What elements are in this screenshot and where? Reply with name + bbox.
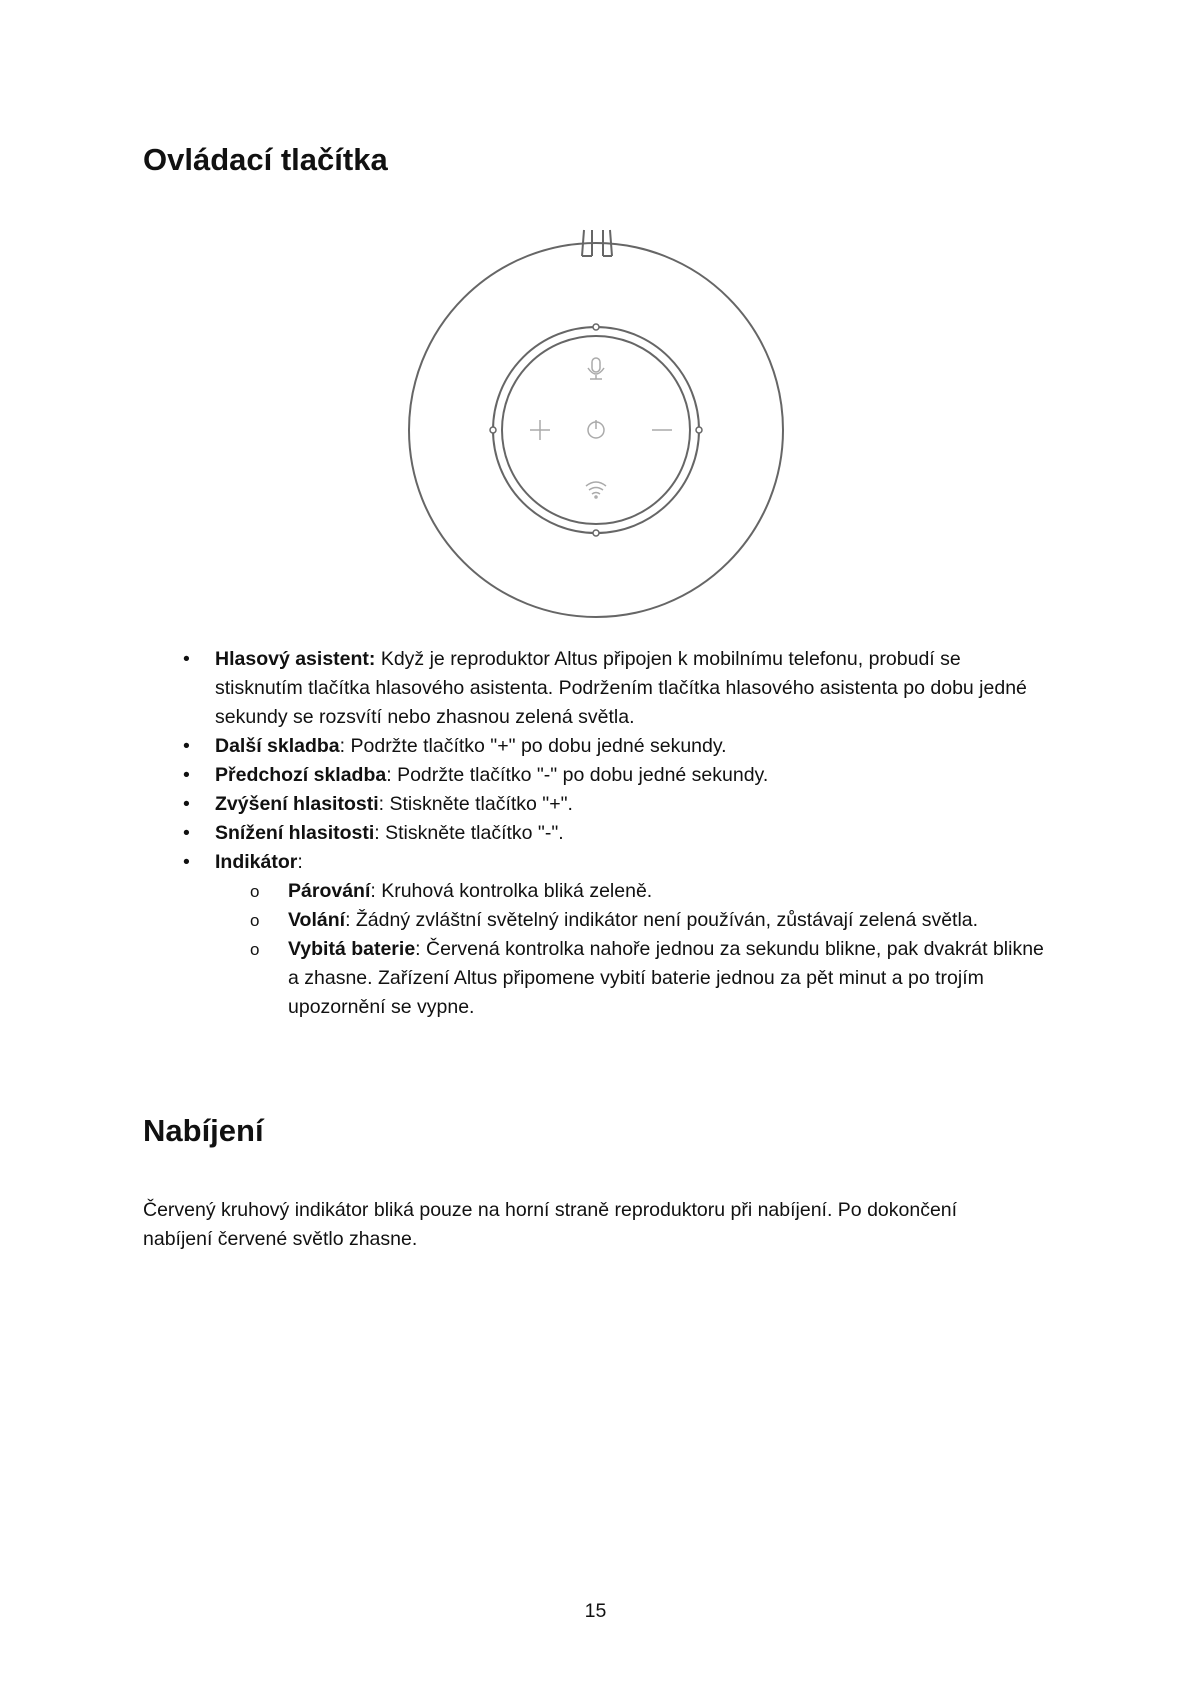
sublist-item — [288, 877, 1045, 906]
item-text: Když je reproduktor Altus připojen k mobilnímu telefonu, probudí se stisknutím tlačítka hlasového asistenta. Podržením tlačítka hlasového asistenta po dobu jedné sekundy se rozsvítí nebo zhasnou zelená světla. — [215, 648, 1027, 728]
led-dot-bottom — [593, 530, 599, 536]
sublist-item — [288, 935, 1045, 1022]
item-text: : Podržte tlačítko "+" po dobu jedné sekundy. — [339, 735, 727, 757]
item-text: : Červená kontrolka nahoře jednou za sekundu blikne, pak dvakrát blikne a zhasne. Zařízení Altus připomene vybití baterie jednou za pět minut a po trojím upozornění se vypne. — [288, 938, 1044, 1018]
item-term: Párování — [288, 880, 371, 902]
indicator-sublist — [215, 877, 1045, 1022]
led-dot-top — [593, 324, 599, 330]
list-item — [215, 790, 1045, 819]
speaker-top-diagram — [400, 220, 800, 630]
charging-paragraph: Červený kruhový indikátor bliká pouze na horní straně reproduktoru při nabíjení. Po dokončení nabíjení červené světlo zhasne. — [143, 1199, 958, 1250]
section-heading-controls: Ovládací tlačítka — [143, 142, 388, 177]
section-heading-charging: Nabíjení — [143, 1113, 264, 1148]
controls-list — [215, 645, 1045, 1022]
item-term: Předchozí skladba — [215, 764, 387, 786]
wifi-icon[interactable] — [586, 482, 606, 498]
item-text: : Kruhová kontrolka bliká zeleně. — [370, 880, 653, 902]
list-item — [215, 819, 1045, 848]
item-term: Vybitá baterie — [288, 938, 416, 960]
plus-icon[interactable] — [530, 420, 550, 440]
item-term: Snížení hlasitosti — [215, 822, 375, 844]
item-text: : — [297, 851, 303, 873]
led-dot-left — [490, 427, 496, 433]
item-term: Volání — [288, 909, 346, 931]
item-term: Zvýšení hlasitosti — [215, 793, 379, 815]
list-item — [215, 732, 1045, 761]
item-text: : Stiskněte tlačítko "+". — [378, 793, 573, 815]
item-term: Hlasový asistent: — [215, 648, 376, 670]
item-text: : Podržte tlačítko "-" po dobu jedné sekundy. — [386, 764, 769, 786]
microphone-icon[interactable] — [588, 358, 604, 379]
list-item — [215, 645, 1045, 732]
power-icon[interactable] — [588, 420, 604, 438]
item-term: Indikátor — [215, 851, 298, 873]
item-text: : Žádný zvláštní světelný indikátor není používán, zůstávají zelená světla. — [345, 909, 979, 931]
sublist-item — [288, 906, 1045, 935]
speaker-body-outline — [409, 243, 783, 617]
list-item — [215, 761, 1045, 790]
page-number: 15 — [584, 1600, 607, 1622]
item-term: Další skladba — [215, 735, 340, 757]
list-item — [215, 848, 1045, 1022]
item-text: : Stiskněte tlačítko "-". — [374, 822, 564, 844]
led-dot-right — [696, 427, 702, 433]
